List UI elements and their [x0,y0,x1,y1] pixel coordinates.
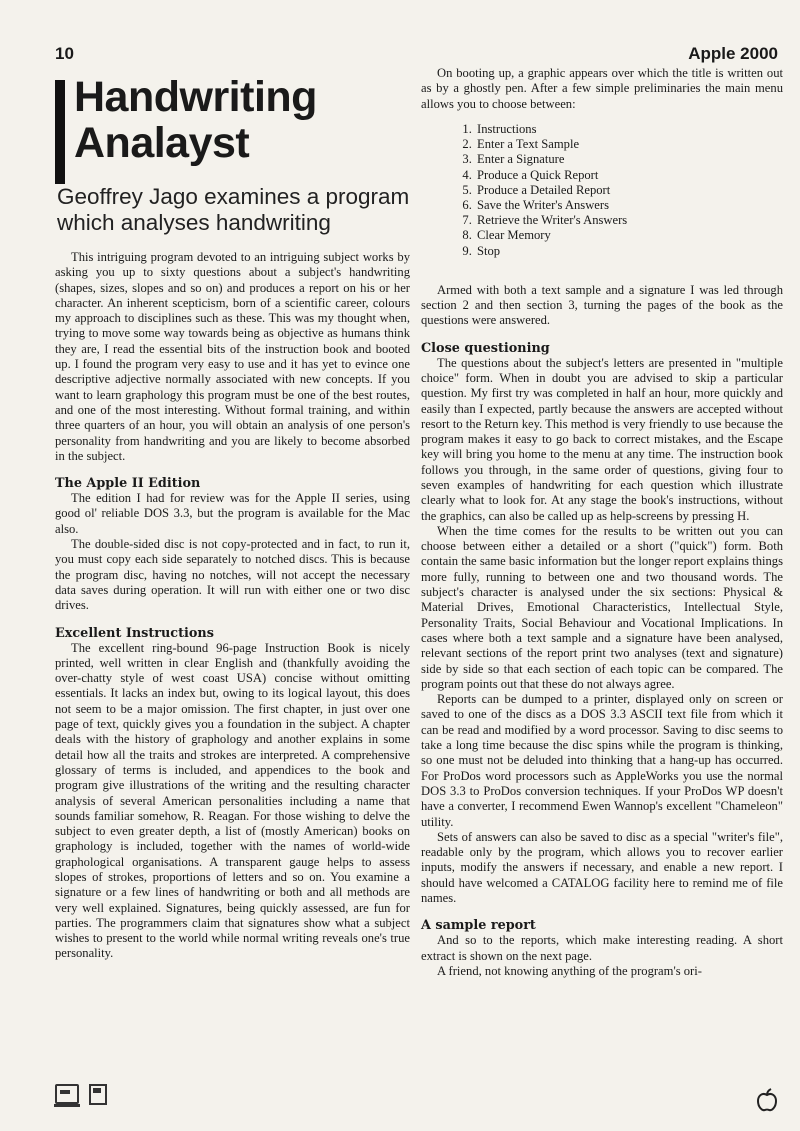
list-item: 8. Clear Memory [475,228,783,243]
paragraph: Sets of answers can also be saved to disc as a special "writer's file", readable only by the program, which allows you to recover earlier inputs, modify the answers if necessary, and enable a new report. I should have welcomed a CATALOG facility here to remind me of file names. [421,829,783,905]
paragraph: The questions about the subject's letters are presented in "multiple choice" form. When in doubt you are advised to skip a particular question. My first try was completed in half an hour, more quickly and easily than I expected, partly because the answers are accepted without resort to the Return key. This method is very friendly to use because the program makes it easy to go back to correct mistakes, and the Escape key will bring you home to the menu at any time. The instruction book follows you through, in the same order of questions, giving four to seven examples of handwriting for each question which illustrate clearly what to look for. At any stage the book's instructions, without the graphics, can also be called up as help-screens by pressing H. [421,355,783,523]
intro-paragraph: This intriguing program devoted to an intriguing subject works by asking you up to sixty questions about a subject's handwriting (shapes, sizes, slopes and so on) and produces a report on his or her character. An inherent scepticism, born of a scientific career, colours my approach to disciplines such as these. This was my thought when, trying to move some way towards being as objective as humans think they are, I read the essential bits of the instruction book and booted up. I found the program very easy to use and it has yet to evince one descriptive adjective normally associated with new concepts. If you want to learn graphology this program must be one of the best routes, and one of the most interesting. Without formal training, and within three quarters of an hour, you will obtain an analysis of one person's personality from handwriting and you are likely to become absorbed in the subject. [55,250,410,463]
list-item: 3. Enter a Signature [475,152,783,167]
list-item: 1. Instructions [475,122,783,137]
list-item: 4. Produce a Quick Report [475,168,783,183]
paragraph: The excellent ring-bound 96-page Instruction Book is nicely printed, well written in clear English and (thankfully avoiding the over-chatty style of west coast USA) concise without omitting essentials. It lacks an index but, owing to its logical layout, this does not seem to be a major omission. The first chapter, in just over one page of text, quickly gives you a foundation in the subject. A chapter deals with the history of graphology and another explains in some detail how all the traits and strokes are interpreted. A comprehensive glossary of terms is included, and appendices to the book and program give illustrations of the writing and the resulting character analysis of several American personalities including a name that sounds familiar somehow, R. Reagan. For those wishing to delve the subject to even greater depth, a list of (mostly American) books on graphology is included, together with the names of world-wide graphological organisations. A transparent gauge helps to assess slopes of strokes, proportions of letters and so on. You examine a signature or a few lines of handwriting or both and all methods are very well explained. Signatures, being quickly assessed, are fun for parties. The programmers claim that signatures show what a subject wishes to present to the world while normal writing reveals one's true personality. [55,640,410,961]
computer-logo-icon [55,1084,79,1104]
title-line-2: Analayst [74,119,250,167]
right-column [421,66,783,979]
paragraph: Armed with both a text sample and a signature I was led through section 2 and then section 3, turning the pages of the book as the questions were answered. [421,282,783,328]
paragraph: And so to the reports, which make interesting reading. A short extract is shown on the next page. [421,933,783,963]
page-number: 10 [55,44,74,63]
list-item: 6. Save the Writer's Answers [475,198,783,213]
left-column [55,72,410,962]
article-subtitle: Geoffrey Jago examines a program which analyses handwriting [57,184,410,235]
section-heading-instructions: Excellent Instructions [55,625,214,641]
disk-icon [89,1084,107,1105]
paragraph: On booting up, a graphic appears over which the title is written out as by a ghostly pen. After a few simple preliminaries the main menu allows you to choose between: [421,66,783,111]
title-line-1: Handwriting [74,73,317,121]
section-heading-sample-report: A sample report [421,918,536,934]
paragraph: The edition I had for review was for the Apple II series, using good ol' reliable DOS 3.3, but the program is available for the Mac also. [55,491,410,536]
main-menu-list [455,122,783,259]
paragraph: A friend, not knowing anything of the program's ori- [437,963,702,978]
section-heading-close-questioning: Close questioning [421,340,550,356]
list-item: 5. Produce a Detailed Report [475,183,783,198]
magazine-name: Apple 2000 [688,44,778,63]
paragraph: The double-sided disc is not copy-protected and in fact, to run it, you must copy each side separately to notched discs. This is because the program disc, having no notches, will not accept the necessary data saves during operation. It will run with either one or two disc drives. [55,537,410,613]
article-title [74,74,410,166]
apple-icon [756,1088,778,1112]
section-heading-apple-ii: The Apple II Edition [55,476,201,492]
title-bar [55,80,65,184]
list-item: 2. Enter a Text Sample [475,137,783,152]
paragraph: When the time comes for the results to be written out you can choose between either a detailed or a short ("quick") form. Both contain the same basic information but the longer report explains things more fully, running to between one and two thousand words. The subject's character is analysed under the six sections: Physical & Material Drives, Emotional Characteristics, Intellectual Style, Personality Traits, Social Behaviour and Vocational Implications. In cases where both a text sample and a signature have been analysed, relevant sections of the report print two analyses (text and signature) side by side so that each section of each topic can be compared. The program points out that these do not always agree. [421,523,783,691]
list-item: 9. Stop [475,244,783,259]
list-item: 7. Retrieve the Writer's Answers [475,213,783,228]
paragraph: Reports can be dumped to a printer, displayed only on screen or saved to one of the discs as a DOS 3.3 ASCII text file from which it can be read and modified by a word processor. Saving to disc seems to take a long time because the disc spins while the program is thinking, so one must not be deluded into thinking that a hang-up has occurred. For ProDos word processors such as AppleWorks you use the normal DOS 3.3 to ProDos conversion techniques. If your ProDos WP doesn't have a converter, I recommend Ewen Wannop's excellent "Chameleon" utility. [421,692,783,829]
title-block [55,74,410,166]
footer-icons [55,1084,107,1105]
